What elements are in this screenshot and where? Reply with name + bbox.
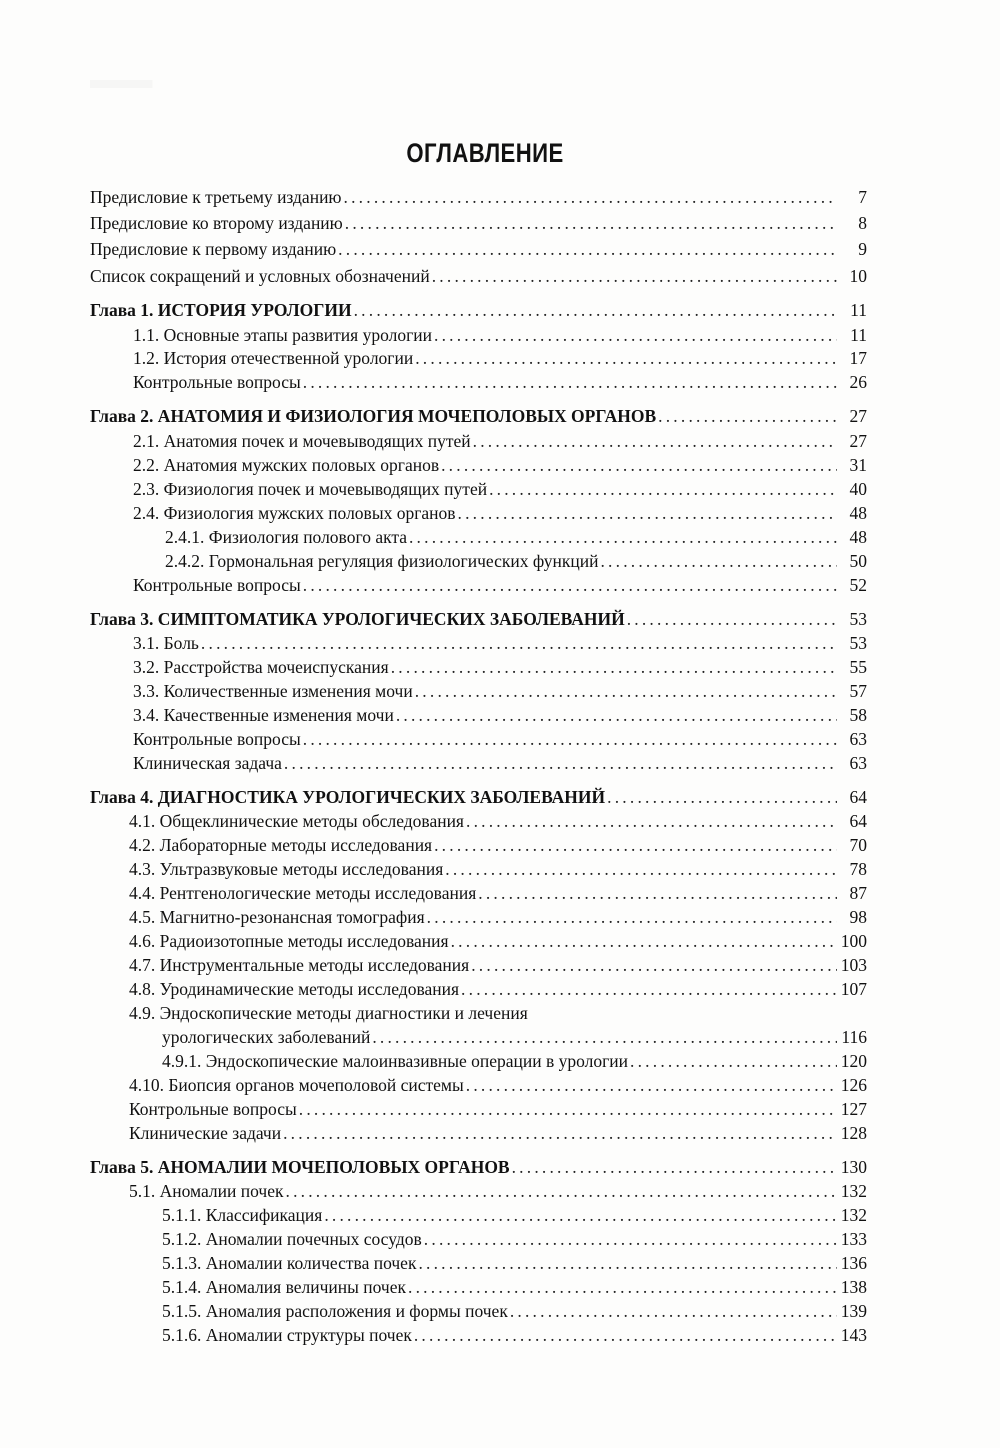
leader-dots [466, 810, 837, 832]
toc-entry-5-1-4[interactable] [162, 1276, 867, 1298]
toc-entry-4-1[interactable] [129, 810, 867, 832]
leader-dots [607, 786, 837, 808]
leader-dots [658, 405, 837, 427]
toc-entry-label: 5.1. Аномалии почек [129, 1181, 284, 1201]
toc-chapter-1[interactable] [90, 299, 867, 321]
toc-entry-3-3[interactable] [133, 680, 867, 702]
toc-entry-label: Список сокращений и условных обозначений [90, 266, 430, 286]
leader-dots [434, 834, 837, 856]
leader-dots [286, 1180, 837, 1202]
leader-dots [391, 656, 837, 678]
toc-entry-label: 4.3. Ультразвуковые методы исследования [129, 859, 444, 879]
toc-entry-page: 11 [850, 300, 867, 320]
toc-entry-page: 139 [840, 1301, 867, 1321]
toc-entry-label: Контрольные вопросы [129, 1099, 297, 1119]
toc-entry-label: 3.3. Количественные изменения мочи [133, 681, 413, 701]
leader-dots [458, 502, 837, 524]
leader-dots [478, 882, 837, 904]
toc-entry-page: 27 [849, 431, 867, 451]
toc-entry-2-questions[interactable] [133, 574, 867, 596]
toc-entry-page: 48 [849, 503, 867, 523]
leader-dots [418, 1252, 836, 1274]
toc-entry-3-1[interactable] [133, 632, 867, 654]
toc-entry-4-9[interactable] [162, 1026, 867, 1048]
toc-entry-page: 26 [849, 372, 867, 392]
toc-entry-label: 5.1.3. Аномалии количества почек [162, 1253, 417, 1273]
toc-entry-page: 53 [849, 633, 867, 653]
leader-dots [473, 430, 837, 452]
leader-dots [424, 1228, 837, 1250]
leader-dots [372, 1026, 837, 1048]
toc-entry-page: 11 [850, 325, 867, 345]
toc-entry-label: 5.1.1. Классификация [162, 1205, 323, 1225]
toc-entry-4-9-line1[interactable]: 4.9. Эндоскопические методы диагностики и лечения [129, 1003, 528, 1023]
toc-entry-4-5[interactable] [129, 906, 867, 928]
toc-entry-page: 103 [840, 955, 867, 975]
toc-entry-page: 70 [849, 835, 867, 855]
leader-dots [427, 906, 837, 928]
toc-entry-2-2[interactable] [133, 454, 867, 476]
leader-dots [415, 347, 837, 369]
toc-entry-4-3[interactable] [129, 858, 867, 880]
leader-dots [283, 1122, 837, 1144]
toc-entry-label: Контрольные вопросы [133, 729, 301, 749]
toc-entry-page: 107 [840, 979, 867, 999]
leader-dots [627, 608, 837, 630]
leader-dots [284, 752, 837, 774]
toc-entry-5-1-5[interactable] [162, 1300, 867, 1322]
toc-entry-5-1-1[interactable] [162, 1204, 867, 1226]
page-title: ОГЛАВЛЕНИЕ [406, 138, 564, 168]
leader-dots [451, 930, 837, 952]
toc-entry-4-6[interactable] [129, 930, 867, 952]
leader-dots [396, 704, 837, 726]
toc-entry-3-task[interactable] [133, 752, 867, 774]
toc-entry-label: 4.9.1. Эндоскопические малоинвазивные операции в урологии [162, 1051, 629, 1071]
toc-entry-page: 100 [840, 931, 867, 951]
toc-entry-4-7[interactable] [129, 954, 867, 976]
toc-entry-page: 50 [849, 551, 867, 571]
toc-entry-label: Контрольные вопросы [133, 372, 301, 392]
toc-entry-page: 64 [849, 811, 867, 831]
toc-entry-label: Предисловие ко второму изданию [90, 213, 343, 233]
leader-dots [466, 1074, 837, 1096]
toc-entry-5-1[interactable] [129, 1180, 867, 1202]
toc-entry-label: 5.1.5. Аномалия расположения и формы почек [162, 1301, 508, 1321]
leader-dots [345, 212, 837, 234]
toc-entry-page: 53 [849, 609, 867, 629]
toc-entry-label: 2.2. Анатомия мужских половых органов [133, 455, 440, 475]
toc-entry-page: 63 [849, 753, 867, 773]
leader-dots [445, 858, 837, 880]
toc-entry-page: 58 [849, 705, 867, 725]
toc-entry-page: 10 [849, 266, 867, 286]
toc-entry-label: 5.1.6. Аномалии структуры почек [162, 1325, 412, 1345]
leader-dots [510, 1300, 837, 1322]
leader-dots [201, 632, 837, 654]
toc-entry-label: Контрольные вопросы [133, 575, 301, 595]
toc-entry-label: 4.4. Рентгенологические методы исследования [129, 883, 477, 903]
toc-entry-preface-2[interactable] [90, 212, 867, 234]
toc-entry-page: 9 [858, 239, 867, 259]
toc-entry-page: 64 [849, 787, 867, 807]
toc-entry-label: 4.8. Уродинамические методы исследования [129, 979, 460, 999]
toc-entry-page: 120 [840, 1051, 867, 1071]
toc-entry-label: 3.4. Качественные изменения мочи [133, 705, 394, 725]
toc-entry-label: 4.5. Магнитно-резонансная томография [129, 907, 425, 927]
toc-entry-1-1[interactable] [133, 324, 867, 346]
toc-entry-label: 2.4.1. Физиология полового акта [165, 527, 407, 547]
toc-entry-label: 2.4. Физиология мужских половых органов [133, 503, 456, 523]
toc-entry-label: 3.2. Расстройства мочеиспускания [133, 657, 389, 677]
toc-entry-5-1-6[interactable] [162, 1324, 867, 1346]
leader-dots [303, 574, 837, 596]
toc-entry-label: 5.1.2. Аномалии почечных сосудов [162, 1229, 422, 1249]
toc-entry-4-2[interactable] [129, 834, 867, 856]
toc-entry-page: 31 [849, 455, 867, 475]
toc-entry-4-tasks[interactable] [129, 1122, 867, 1144]
toc-entry-3-questions[interactable] [133, 728, 867, 750]
toc-entry-page: 27 [849, 406, 867, 426]
toc-entry-preface-3[interactable] [90, 186, 867, 208]
toc-entry-label: 3.1. Боль [133, 633, 199, 653]
toc-entry-label: Клиническая задача [133, 753, 282, 773]
toc-entry-page: 132 [840, 1181, 867, 1201]
leader-dots [408, 1276, 837, 1298]
toc-entry-label: Клинические задачи [129, 1123, 282, 1143]
toc-entry-label: Глава 4. ДИАГНОСТИКА УРОЛОГИЧЕСКИХ ЗАБОЛЕВАНИЙ [90, 787, 606, 807]
toc-entry-label: Глава 3. СИМПТОМАТИКА УРОЛОГИЧЕСКИХ ЗАБОЛЕВАНИЙ [90, 609, 625, 629]
toc-entry-label: урологических заболеваний [162, 1027, 371, 1047]
toc-entry-page: 52 [849, 575, 867, 595]
leader-dots [461, 978, 837, 1000]
leader-dots [303, 728, 837, 750]
toc-entry-4-10[interactable] [129, 1074, 867, 1096]
toc-entry-label: 2.3. Физиология почек и мочевыводящих путей [133, 479, 488, 499]
toc-entry-abbreviations[interactable] [90, 265, 867, 287]
toc-entry-4-questions[interactable] [129, 1098, 867, 1120]
leader-dots [354, 299, 837, 321]
leader-dots [324, 1204, 836, 1226]
toc-entry-page: 130 [840, 1157, 867, 1177]
toc-entry-page: 133 [840, 1229, 867, 1249]
toc-entry-page: 55 [849, 657, 867, 677]
toc-entry-1-questions[interactable] [133, 371, 867, 393]
leader-dots [303, 371, 837, 393]
toc-entry-label: Глава 5. АНОМАЛИИ МОЧЕПОЛОВЫХ ОРГАНОВ [90, 1157, 510, 1177]
toc-entry-2-1[interactable] [133, 430, 867, 452]
toc-entry-label: 1.1. Основные этапы развития урологии [133, 325, 432, 345]
toc-entry-2-4-1[interactable] [165, 526, 867, 548]
leader-dots [409, 526, 837, 548]
toc-entry-3-4[interactable] [133, 704, 867, 726]
leader-dots [338, 238, 837, 260]
toc-chapter-3[interactable] [90, 608, 867, 630]
toc-entry-4-8[interactable] [129, 978, 867, 1000]
toc-entry-label: 4.7. Инструментальные методы исследования [129, 955, 470, 975]
toc-entry-page: 63 [849, 729, 867, 749]
leader-dots [630, 1050, 837, 1072]
toc-entry-5-1-3[interactable] [162, 1252, 867, 1274]
toc-entry-page: 126 [840, 1075, 867, 1095]
leader-dots [434, 324, 837, 346]
leader-dots [512, 1156, 837, 1178]
toc-entry-label: 2.1. Анатомия почек и мочевыводящих путей [133, 431, 471, 451]
toc-entry-label: 1.2. История отечественной урологии [133, 348, 414, 368]
toc-entry-page: 127 [840, 1099, 867, 1119]
toc-entry-1-2[interactable] [133, 347, 867, 369]
toc-entry-label: Предисловие к третьему изданию [90, 187, 342, 207]
toc-entry-page: 57 [849, 681, 867, 701]
toc-chapter-4[interactable] [90, 786, 867, 808]
toc-entry-3-2[interactable] [133, 656, 867, 678]
toc-entry-label: 5.1.4. Аномалия величины почек [162, 1277, 406, 1297]
leader-dots [441, 454, 837, 476]
toc-entry-page: 17 [849, 348, 867, 368]
toc-chapter-5[interactable] [90, 1156, 867, 1178]
leader-dots [489, 478, 837, 500]
toc-entry-label: 4.6. Радиоизотопные методы исследования [129, 931, 449, 951]
toc-entry-page: 87 [849, 883, 867, 903]
leader-dots [299, 1098, 837, 1120]
toc-entry-page: 128 [840, 1123, 867, 1143]
toc-entry-label: Предисловие к первому изданию [90, 239, 337, 259]
leader-dots [471, 954, 837, 976]
toc-entry-2-3[interactable] [133, 478, 867, 500]
toc-entry-page: 8 [858, 213, 867, 233]
toc-entry-label: 4.1. Общеклинические методы обследования [129, 811, 464, 831]
toc-entry-label: Глава 2. АНАТОМИЯ И ФИЗИОЛОГИЯ МОЧЕПОЛОВЫХ ОРГАНОВ [90, 406, 657, 426]
toc-chapter-2[interactable] [90, 405, 867, 427]
toc-entry-label: 4.10. Биопсия органов мочеполовой системы [129, 1075, 464, 1095]
toc-entry-label: Глава 1. ИСТОРИЯ УРОЛОГИИ [90, 300, 352, 320]
toc-entry-2-4[interactable] [133, 502, 867, 524]
toc-entry-page: 40 [849, 479, 867, 499]
toc-entry-2-4-2[interactable] [165, 550, 867, 572]
toc-entry-page: 132 [840, 1205, 867, 1225]
toc-entry-page: 138 [840, 1277, 867, 1297]
toc-entry-page: 136 [840, 1253, 867, 1273]
toc-entry-page: 98 [849, 907, 867, 927]
leader-dots [600, 550, 837, 572]
toc-entry-page: 7 [858, 187, 867, 207]
toc-entry-page: 143 [840, 1325, 867, 1345]
toc-entry-page: 48 [849, 527, 867, 547]
toc-entry-4-9-1[interactable] [162, 1050, 867, 1072]
toc-entry-page: 78 [849, 859, 867, 879]
toc-entry-label: 2.4.2. Гормональная регуляция физиологических функций [165, 551, 599, 571]
toc-entry-5-1-2[interactable] [162, 1228, 867, 1250]
leader-dots [344, 186, 837, 208]
toc-entry-preface-1[interactable] [90, 238, 867, 260]
leader-dots [415, 680, 837, 702]
leader-dots [432, 265, 837, 287]
toc-entry-page: 116 [841, 1027, 867, 1047]
leader-dots [414, 1324, 837, 1346]
toc-entry-label: 4.2. Лабораторные методы исследования [129, 835, 433, 855]
toc-entry-4-4[interactable] [129, 882, 867, 904]
